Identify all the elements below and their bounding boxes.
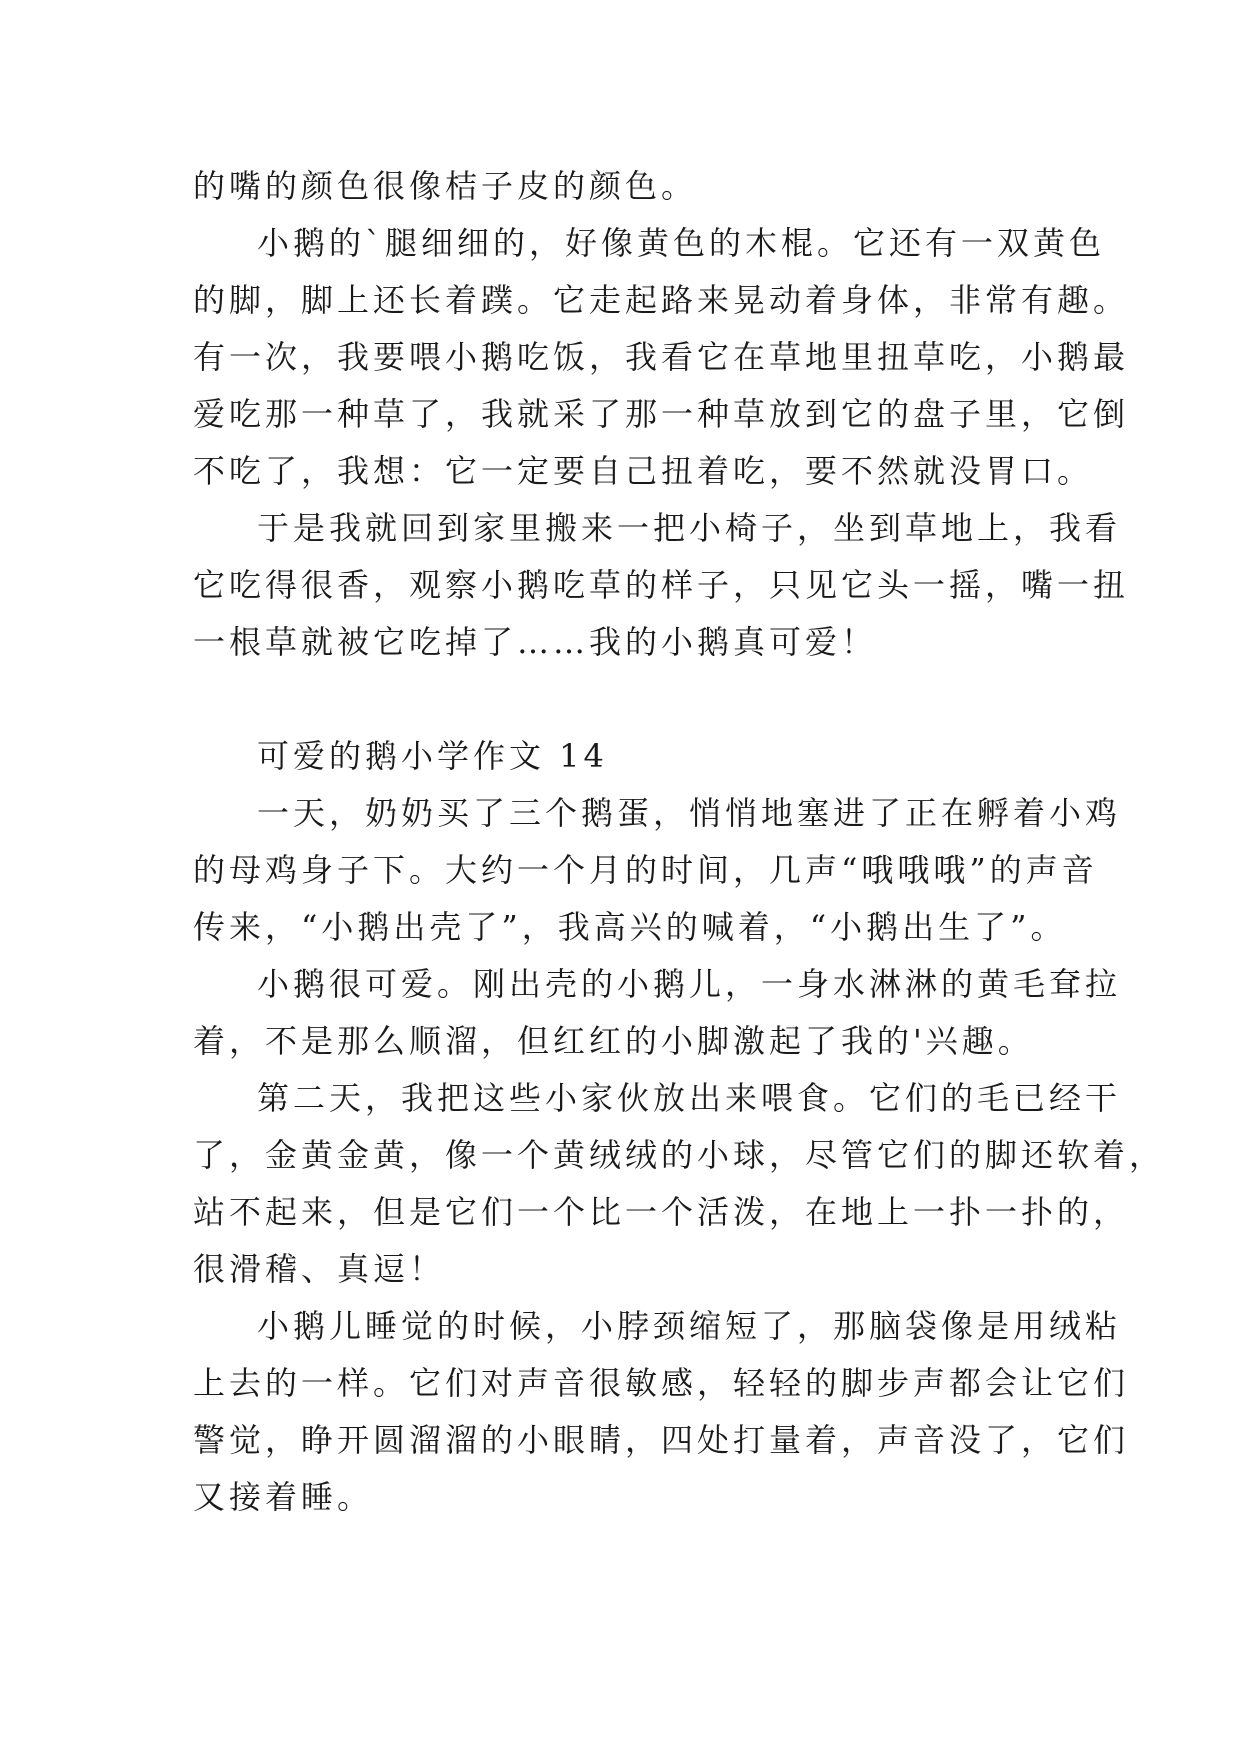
text-line: 又接着睡。 — [193, 1478, 374, 1516]
paragraph-start: 第二天，我把这些小家伙放出来喂食。它们的毛已经干 — [257, 1079, 1122, 1117]
paragraph-start: 小鹅很可爱。刚出壳的小鹅儿，一身水淋淋的黄毛耷拉 — [257, 965, 1122, 1003]
text-line: 的脚，脚上还长着蹼。它走起路来晃动着身体，非常有趣。 — [193, 281, 1130, 319]
text-line: 上去的一样。它们对声音很敏感，轻轻的脚步声都会让它们 — [193, 1364, 1130, 1402]
text-line: 有一次，我要喂小鹅吃饭，我看它在草地里扭草吃，小鹅最 — [193, 338, 1130, 376]
text-line: 站不起来，但是它们一个比一个活泼，在地上一扑一扑的， — [193, 1193, 1130, 1231]
text-line: 很滑稽、真逗！ — [193, 1250, 446, 1288]
text-line: 着，不是那么顺溜，但红红的小脚激起了我的'兴趣。 — [193, 1022, 1034, 1060]
text-line: 了，金黄金黄，像一个黄绒绒的小球，尽管它们的脚还软着， — [193, 1136, 1166, 1174]
paragraph-start: 于是我就回到家里搬来一把小椅子，坐到草地上，我看 — [257, 509, 1122, 547]
text-line: 的母鸡身子下。大约一个月的时间，几声“哦哦哦”的声音 — [193, 851, 1098, 889]
paragraph-start: 小鹅的`腿细细的，好像黄色的木棍。它还有一双黄色 — [257, 224, 1106, 262]
text-line: 它吃得很香，观察小鹅吃草的样子，只见它头一摇，嘴一扭 — [193, 566, 1130, 604]
paragraph-start: 小鹅儿睡觉的时候，小脖颈缩短了，那脑袋像是用绒粘 — [257, 1307, 1122, 1345]
text-line: 的嘴的颜色很像桔子皮的颜色。 — [193, 167, 698, 205]
text-line: 传来，“小鹅出壳了”，我高兴的喊着，“小鹅出生了”。 — [193, 908, 1067, 946]
text-line: 爱吃那一种草了，我就采了那一种草放到它的盘子里，它倒 — [193, 395, 1130, 433]
paragraph-start: 一天，奶奶买了三个鹅蛋，悄悄地塞进了正在孵着小鸡 — [257, 794, 1122, 832]
text-line: 不吃了，我想：它一定要自己扭着吃，要不然就没胃口。 — [193, 452, 1094, 490]
section-title: 可爱的鹅小学作文 14 — [257, 737, 608, 775]
text-line: 警觉，睁开圆溜溜的小眼睛，四处打量着，声音没了，它们 — [193, 1421, 1130, 1459]
text-line: 一根草就被它吃掉了……我的小鹅真可爱！ — [193, 623, 878, 661]
